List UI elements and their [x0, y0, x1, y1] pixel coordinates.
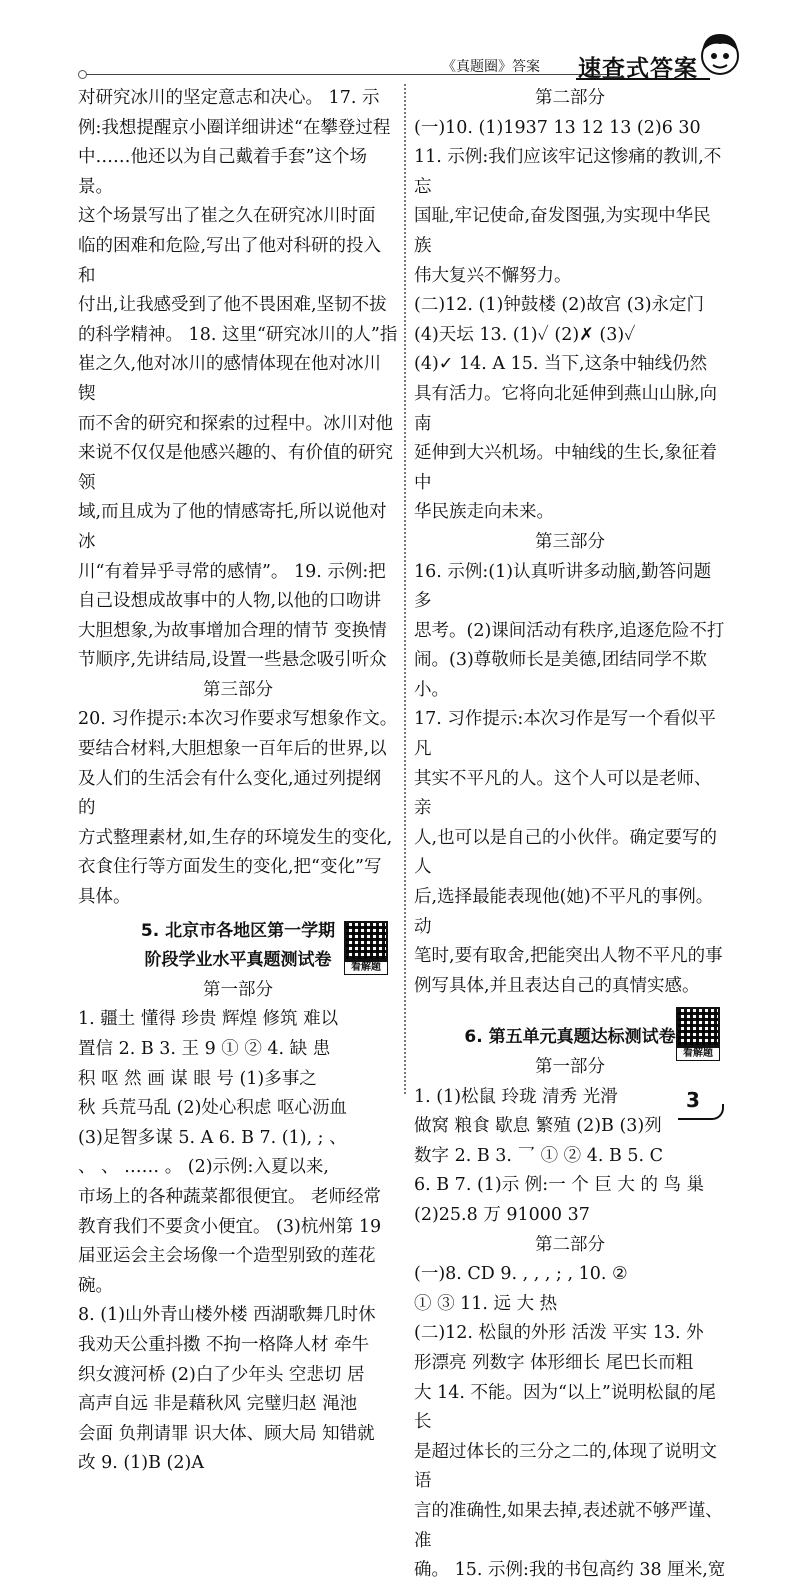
text-line: 8. (1)山外青山楼外楼 西湖歌舞几时休: [78, 1305, 376, 1326]
column-divider: [404, 84, 406, 1094]
qr-code-icon[interactable]: [676, 1007, 720, 1059]
text-line: 域,而且成为了他的情感寄托,所以说他对冰: [78, 502, 387, 552]
text-line: 崔之久,他对冰川的感情体现在他对冰川锲: [78, 354, 382, 404]
text-line: 17. 习作提示:本次习作是写一个看似平凡: [414, 709, 716, 760]
text-line: 例:我想提醒京小圈详细讲述“在攀登过程: [78, 117, 391, 138]
text-line: 具体。: [78, 887, 131, 908]
text-line: (一)10. (1)1937 13 12 13 (2)6 30: [414, 117, 701, 138]
text-line: (一)8. CD 9. , , , ; , 10. ②: [414, 1264, 628, 1285]
text-line: 16. 示例:(1)认真听讲多动脑,勤答问题多: [414, 561, 712, 612]
text-line: 笔时,要有取舍,把能突出人物不平凡的事: [414, 946, 723, 967]
text-line: 对研究冰川的坚定意志和决心。 17. 示: [78, 88, 380, 108]
text-line: 改 9. (1)B (2)A: [78, 1453, 204, 1474]
text-line: (4)✓ 14. A 15. 当下,这条中轴线仍然: [414, 354, 708, 375]
qr-label: 看解题: [676, 1047, 720, 1061]
text-line: (2)25.8 万 91000 37: [414, 1204, 590, 1225]
text-line: 积 呕 然 画 谋 眼 号 (1)多事之: [78, 1068, 317, 1089]
text-line: 具有活力。它将向北延伸到燕山山脉,向南: [414, 383, 718, 434]
text-line: 20. 习作提示:本次习作要求写想象作文。: [78, 709, 398, 730]
qr-pattern: [676, 1007, 720, 1047]
text-line: 川“有着异乎寻常的感情”。 19. 示例:把: [78, 561, 386, 582]
text-line: 届亚运会主会场像一个造型别致的莲花碗。: [78, 1246, 376, 1296]
text-line: 6. B 7. (1)示 例:一 个 巨 大 的 鸟 巢: [414, 1175, 705, 1196]
text-line: 国耻,牢记使命,奋发图强,为实现中华民族: [414, 206, 711, 256]
text-line: 这个场景写出了崔之久在研究冰川时面: [78, 206, 376, 227]
mascot-icon: [694, 28, 746, 80]
text-line: 而不舍的研究和探索的过程中。冰川对他: [78, 413, 393, 434]
right-column: [414, 84, 726, 1586]
text-line: 、 、 …… 。 (2)示例:入夏以来,: [78, 1157, 329, 1178]
book-title: 《真题圈》答案: [442, 59, 540, 75]
text-line: 1. (1)松鼠 玲珑 清秀 光滑: [414, 1086, 618, 1107]
exam-title-line-2: 阶段学业水平真题测试卷: [144, 950, 332, 971]
text-line: 华民族走向未来。: [414, 502, 554, 523]
text-line: (4)天坛 13. (1)✓ (2)✗ (3)✓: [414, 324, 636, 345]
text-line: 节顺序,先讲结局,设置一些悬念吸引听众: [78, 650, 387, 671]
text-line: 人,也可以是自己的小伙伴。确定要写的人: [414, 827, 718, 878]
text-line: 织女渡河桥 (2)白了少年头 空悲切 居: [78, 1364, 365, 1385]
qr-pattern: [344, 921, 388, 961]
text-line: 形漂亮 列数字 体形细长 尾巴长而粗: [414, 1352, 694, 1373]
text-line: 临的困难和危险,写出了他对科研的投入和: [78, 235, 382, 286]
text-line: 高声自远 非是藉秋风 完璧归赵 渑池: [78, 1394, 358, 1415]
text-line: (二)12. 松鼠的外形 活泼 平实 13. 外: [414, 1323, 704, 1344]
text-line: 大 14. 不能。因为“以上”说明松鼠的尾长: [414, 1382, 716, 1433]
text-line: 会面 负荆请罪 识大体、顾大局 知错就: [78, 1423, 375, 1444]
text-line: 及人们的生活会有什么变化,通过列提纲的: [78, 768, 382, 819]
text-line: 1. 疆土 懂得 珍贵 辉煌 修筑 难以: [78, 1009, 339, 1030]
page-number: 3: [686, 1088, 700, 1112]
text-line: 延伸到大兴机场。中轴线的生长,象征着中: [414, 443, 718, 493]
text-line: (二)12. (1)钟鼓楼 (2)故宫 (3)永定门: [414, 295, 705, 316]
page-number-mark: [678, 1104, 724, 1120]
section-heading: 第三部分: [203, 679, 273, 700]
text-line: 言的准确性,如果去掉,表述就不够严谨、准: [414, 1500, 723, 1551]
header-dot: [78, 70, 87, 79]
text-line: ① ③ 11. 远 大 热: [414, 1293, 558, 1314]
text-line: 大胆想象,为故事增加合理的情节 变换情: [78, 620, 387, 641]
exam-heading-block: [78, 917, 398, 976]
exam-title: 6. 第五单元真题达标测试卷: [464, 1027, 676, 1048]
brand-underline: [576, 78, 710, 80]
text-line: 其实不平凡的人。这个人可以是老师、亲: [414, 768, 712, 819]
text-line: 做窝 粮食 歇息 繁殖 (2)B (3)列: [414, 1116, 662, 1137]
section-heading: 第二部分: [535, 88, 605, 108]
text-line: 中……他还以为自己戴着手套”这个场景。: [78, 147, 367, 197]
text-line: 要结合材料,大胆想象一百年后的世界,以: [78, 739, 387, 760]
text-line: 付出,让我感受到了他不畏困难,坚韧不拔: [78, 295, 387, 316]
exam-heading-block: [414, 1023, 726, 1060]
text-line: 我劝天公重抖擞 不拘一格降人材 牵牛: [78, 1334, 370, 1355]
section-heading: 第二部分: [535, 1234, 605, 1255]
section-heading: 第三部分: [535, 531, 605, 552]
text-line: 置信 2. B 3. 王 9 ① ② 4. 缺 患: [78, 1039, 331, 1059]
page-header: [0, 0, 800, 88]
text-line: 衣食住行等方面发生的变化,把“变化”写: [78, 857, 382, 878]
text-line: 思考。(2)课间活动有秩序,追逐危险不打: [414, 620, 725, 641]
text-line: 来说不仅仅是他感兴趣的、有价值的研究领: [78, 443, 393, 493]
text-line: 数字 2. B 3. 乛 ① ② 4. B 5. C: [414, 1145, 664, 1166]
text-line: 自己设想成故事中的人物,以他的口吻讲: [78, 591, 382, 612]
text-line: (3)足智多谋 5. A 6. B 7. (1), ; 、: [78, 1127, 347, 1148]
text-line: 伟大复兴不懈努力。: [414, 265, 572, 286]
exam-title-line-1: 5. 北京市各地区第一学期: [140, 920, 336, 941]
qr-label: 看解题: [344, 961, 388, 975]
qr-code-icon[interactable]: [344, 921, 388, 973]
text-line: 教育我们不要贪小便宜。 (3)杭州第 19: [78, 1216, 382, 1237]
section-heading: 第一部分: [535, 1057, 605, 1077]
text-line: 方式整理素材,如,生存的环境发生的变化,: [78, 827, 393, 848]
brand-title: 速查式答案: [578, 56, 698, 82]
section-heading: 第一部分: [203, 979, 273, 1000]
left-column: [78, 84, 398, 1479]
text-line: 确。 15. 示例:我的书包高约 38 厘米,宽: [414, 1560, 726, 1581]
text-line: 11. 示例:我们应该牢记这惨痛的教训,不忘: [414, 147, 722, 197]
text-line: 闹。(3)尊敬师长是美德,团结同学不欺小。: [414, 650, 707, 700]
text-line: 是超过体长的三分之二的,体现了说明文语: [414, 1441, 718, 1492]
text-line: 例写具体,并且表达自己的真情实感。: [414, 975, 700, 996]
text-line: 市场上的各种蔬菜都很便宜。 老师经常: [78, 1186, 382, 1207]
text-line: 的科学精神。 18. 这里“研究冰川的人”指: [78, 324, 398, 345]
text-line: 秋 兵荒马乱 (2)处心积虑 呕心沥血: [78, 1098, 347, 1119]
text-line: 后,选择最能表现他(她)不平凡的事例。动: [414, 887, 714, 937]
